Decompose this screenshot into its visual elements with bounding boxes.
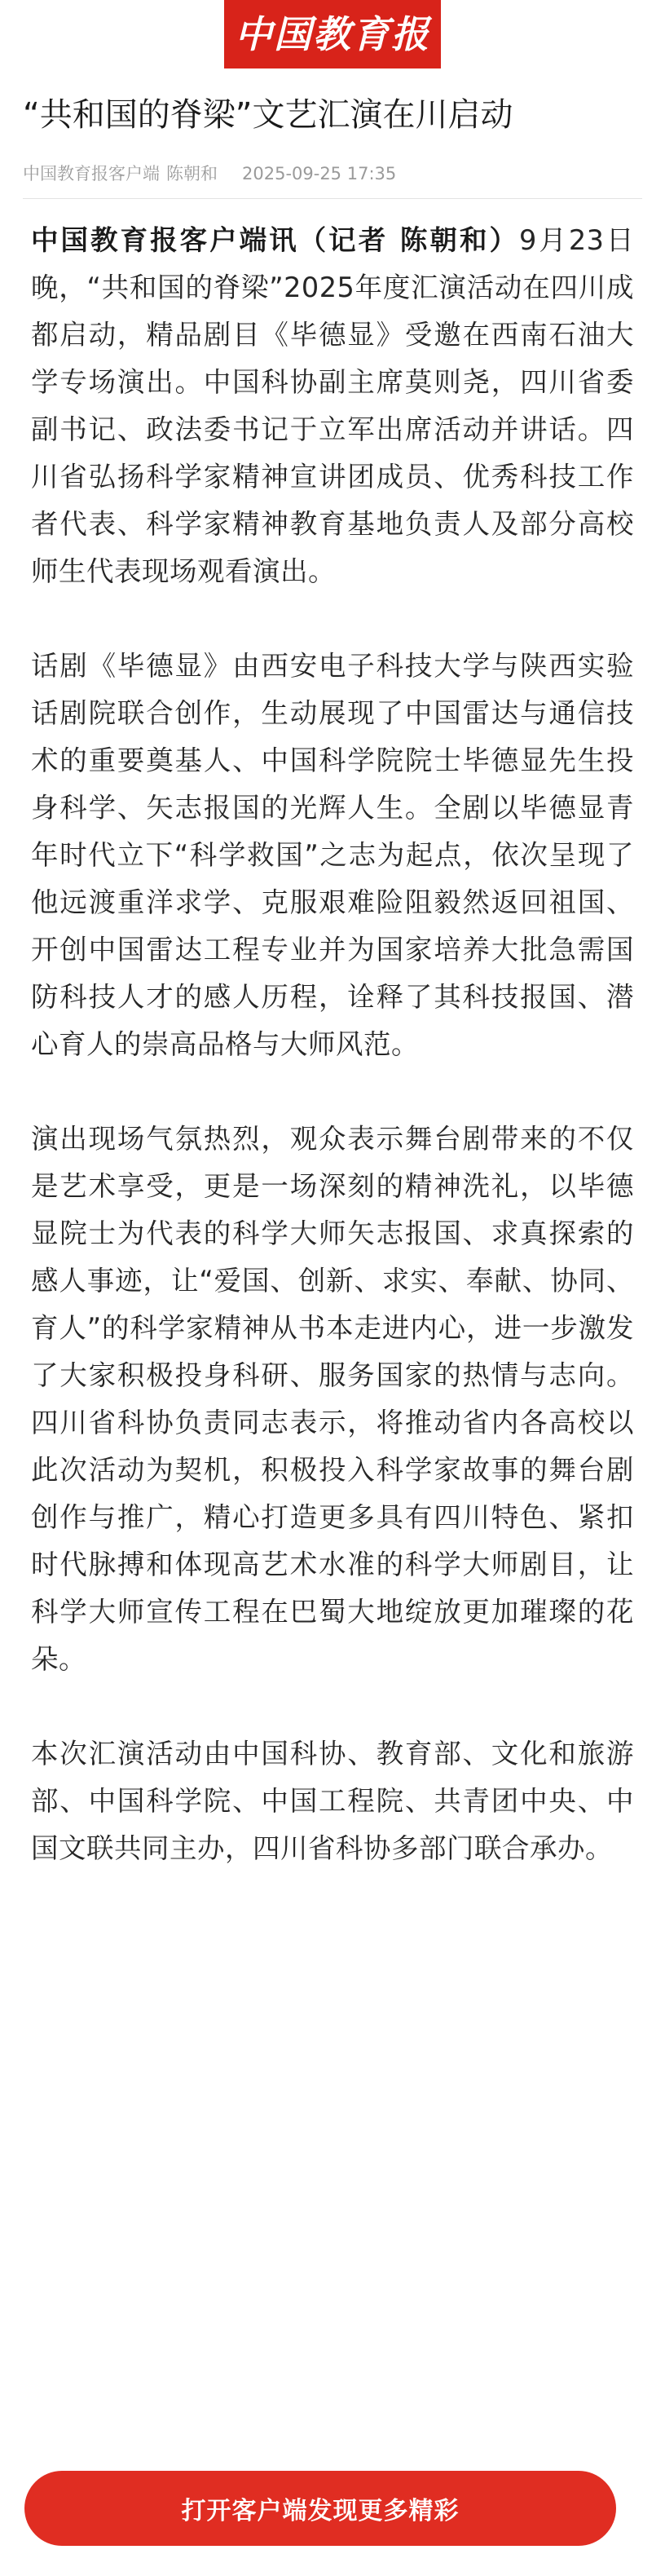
article-paragraph: 话剧《毕德显》由西安电子科技大学与陕西实验话剧院联合创作，生动展现了中国雷达与通信技术的重要奠基人、中国科学院院士毕德显先生投身科学、矢志报国的光辉人生。全剧以毕德显青年时代立下“科学救国”之志为起点，依次呈现了他远渡重洋求学、克服艰难险阻毅然返回祖国、开创中国雷达工程专业并为国家培养大批急需国防科技人才的感人历程，诠释了其科技报国、潜心育人的崇高品格与大师风范。: [31, 650, 634, 1060]
article-paragraph: 本次汇演活动由中国科协、教育部、文化和旅游部、中国科学院、中国工程院、共青团中央、中国文联共同主办，四川省科协多部门联合承办。: [31, 1738, 634, 1864]
article-source: 中国教育报客户端: [23, 164, 160, 183]
article-date: 2025-09-25 17:35: [242, 164, 397, 183]
top-header: [0, 0, 665, 68]
article-paragraph: 演出现场气氛热烈，观众表示舞台剧带来的不仅是艺术享受，更是一场深刻的精神洗礼，以毕德显院士为代表的科学大师矢志报国、求真探索的感人事迹，让“爱国、创新、求实、奉献、协同、育人”的科学家精神从书本走进内心，进一步激发了大家积极投身科研、服务国家的热情与志向。四川省科协负责同志表示，将推动省内各高校以此次活动为契机，积极投入科学家故事的舞台剧创作与推广，精心打造更多具有四川特色、紧扣时代脉搏和体现高艺术水准的科学大师剧目，让科学大师宣传工程在巴蜀大地绽放更加璀璨的花朵。: [31, 1123, 634, 1675]
masthead-logo[interactable]: [224, 0, 441, 68]
open-app-button[interactable]: 打开客户端发现更多精彩: [24, 2471, 616, 2546]
article-title: “共和国的脊梁”文艺汇演在川启动: [23, 96, 513, 134]
paragraph-lead: 中国教育报客户端讯（记者 陈朝和）: [31, 224, 519, 256]
paragraph-text: 9月23日晚，“共和国的脊梁”2025年度汇演活动在四川成都启动，精品剧目《毕德显》受邀在西南石油大学专场演出。中国科协副主席莫则尧，四川省委副书记、政法委书记于立军出席活动并讲话。四川省弘扬科学家精神宣讲团成员、优秀科技工作者代表、科学家精神教育基地负责人及部分高校师生代表现场观看演出。: [31, 224, 634, 587]
article-meta: [23, 161, 403, 186]
masthead-title: 中国教育报: [235, 12, 430, 56]
article-body: [31, 217, 634, 1872]
article-paragraph: [31, 217, 634, 595]
divider: [23, 198, 642, 199]
article-author: 陈朝和: [166, 164, 218, 183]
